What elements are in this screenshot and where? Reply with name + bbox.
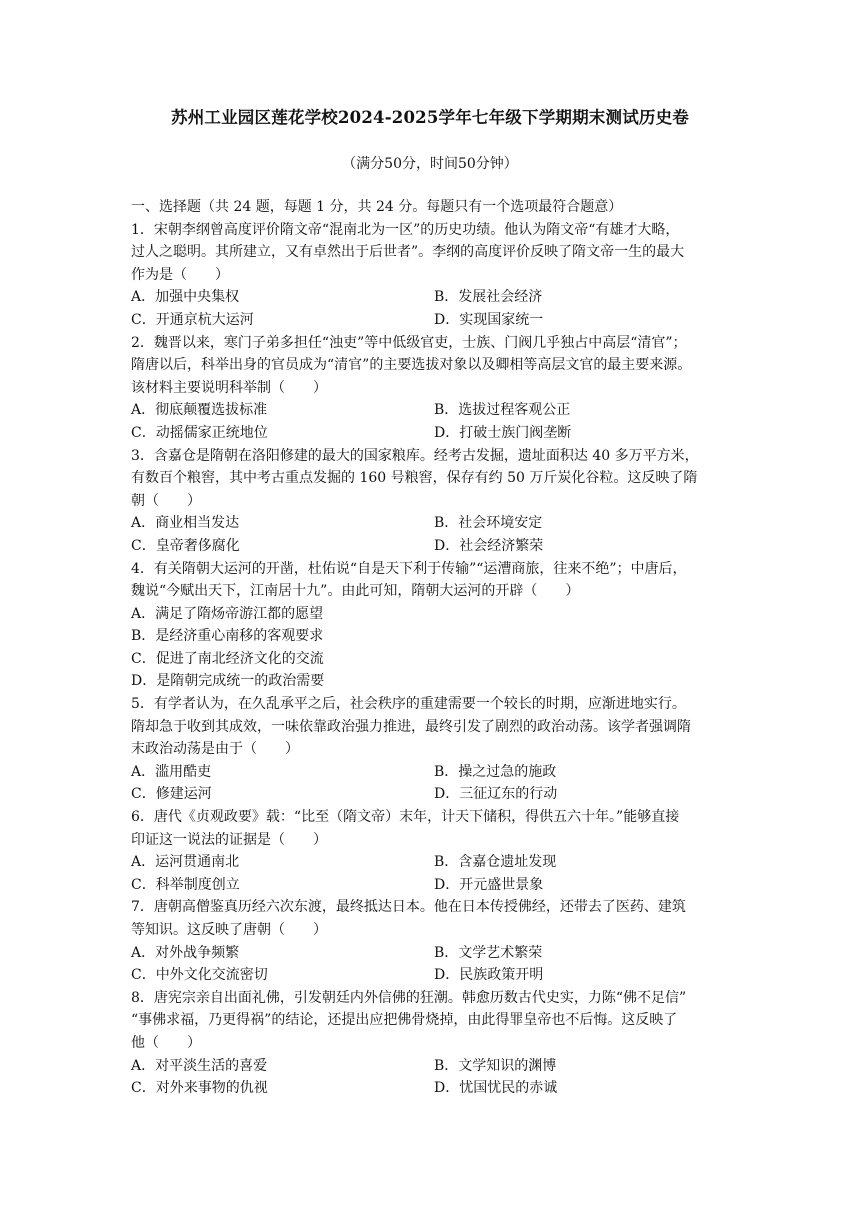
question-stem-line: 过人之聪明。其所建立，又有卓然出于后世者”。李纲的高度评价反映了隋文帝一生的最大	[131, 244, 685, 261]
question-stem-line: 隋却急于收到其成效，一味依靠政治强力推进，最终引发了剧烈的政治动荡。该学者强调隋	[131, 718, 691, 735]
option-row	[131, 309, 737, 332]
option-row	[131, 535, 737, 558]
question-list	[131, 219, 737, 1100]
option-row	[131, 851, 737, 874]
option-b: B．选拔过程客观公正	[434, 402, 571, 419]
question-3	[131, 445, 737, 558]
question-7	[131, 896, 737, 986]
question-stem-line: 隋唐以后，科举出身的官员成为“清官”的主要选拔对象以及卿相等高层文官的最主要来源。	[131, 357, 692, 374]
option-c: C．中外文化交流密切	[131, 967, 268, 984]
option-d: D．打破士族门阀垄断	[434, 424, 572, 441]
option-d: D．民族政策开明	[434, 967, 544, 984]
question-stem-line: 魏说“今赋出天下，江南居十九”。由此可知，隋朝大运河的开辟（ ）	[131, 583, 580, 600]
option-row	[131, 512, 737, 535]
option-row	[131, 761, 737, 784]
question-stem-line: 6．唐代《贞观政要》载：“比至（隋文帝）末年，计天下储积，得供五六十年。”能够直接	[131, 809, 680, 826]
option-d: D．是隋朝完成统一的政治需要	[131, 673, 325, 690]
option-c: C．促进了南北经济文化的交流	[131, 650, 324, 667]
option-row	[131, 874, 737, 897]
option-b: B．操之过急的施政	[434, 763, 557, 780]
question-stem-line: 等知识。这反映了唐朝（ ）	[131, 922, 327, 938]
question-stem-line: 作为是（ ）	[131, 266, 229, 283]
option-row	[131, 422, 737, 445]
question-stem-line: 他（ ）	[131, 1034, 201, 1051]
option-row	[131, 783, 737, 806]
option-b: B．含嘉仓遗址发现	[434, 854, 557, 871]
question-stem-line: 印证这一说法的证据是（ ）	[131, 831, 327, 848]
question-2	[131, 332, 737, 445]
option-a: A．加强中央集权	[131, 289, 240, 306]
option-a: A．商业相当发达	[131, 515, 240, 532]
option-a: A．运河贯通南北	[131, 854, 240, 871]
exam-title: 苏州工业园区莲花学校2024-2025学年七年级下学期期末测试历史卷	[171, 108, 689, 127]
question-1	[131, 219, 737, 332]
option-d: D．实现国家统一	[434, 311, 544, 328]
question-stem-line: 1．宋朝李纲曾高度评价隋文帝“混南北为一区”的历史功绩。他认为隋文帝“有雄才大略，	[131, 221, 680, 238]
option-d: D．三征辽东的行动	[434, 786, 558, 803]
option-row	[131, 964, 737, 987]
question-stem-line: 2．魏晋以来，寒门子弟多担任“浊吏”等中低级官吏，士族、门阀几乎独占中高层“清官”；	[131, 334, 687, 351]
option-c: C．科举制度创立	[131, 876, 240, 893]
option-d: D．忧国忧民的赤诚	[434, 1080, 558, 1097]
option-d: D．开元盛世景象	[434, 876, 544, 893]
option-a: A．滥用酷吏	[131, 763, 212, 780]
option-row	[131, 399, 737, 422]
option-a: A．对平淡生活的喜爱	[131, 1057, 268, 1074]
option-b: B．文学知识的渊博	[434, 1057, 557, 1074]
option-b: B．发展社会经济	[434, 289, 543, 306]
option-row	[131, 1077, 737, 1100]
option-c: C．修建运河	[131, 786, 212, 803]
option-c: C．开通京杭大运河	[131, 311, 254, 328]
option-b: B．是经济重心南移的客观要求	[131, 628, 324, 645]
option-b: B．社会环境安定	[434, 515, 543, 532]
question-5	[131, 693, 737, 806]
question-stem-line: “事佛求福，乃更得祸”的结论，还提出应把佛骨烧掉，由此得罪皇帝也不后悔。这反映了	[131, 1012, 678, 1029]
section-heading: 一、选择题（共 24 题，每题 1 分，共 24 分。每题只有一个选项最符合题意）	[131, 199, 623, 215]
question-stem-line: 该材料主要说明科举制（ ）	[131, 379, 327, 396]
question-stem-line: 有数百个粮窖，其中考古重点发掘的 160 号粮窖，保存有约 50 万斤炭化谷粒。这反映了隋	[131, 470, 698, 487]
exam-subtitle: （满分50分，时间50分钟）	[342, 156, 518, 172]
option-d: D．社会经济繁荣	[434, 537, 544, 554]
option-row	[131, 1055, 737, 1078]
question-stem-line: 末政治动荡是由于（ ）	[131, 741, 299, 758]
option-a: A．满足了隋炀帝游江都的愿望	[131, 605, 324, 622]
question-stem-line: 3．含嘉仓是隋朝在洛阳修建的最大的国家粮库。经考古发掘，遗址面积达 40 多万平方米，	[131, 447, 699, 464]
option-a: A．对外战争频繁	[131, 944, 240, 961]
option-c: C．对外来事物的仇视	[131, 1080, 268, 1097]
question-6	[131, 806, 737, 896]
option-c: C．皇帝奢侈腐化	[131, 537, 240, 554]
option-b: B．文学艺术繁荣	[434, 944, 543, 961]
question-8	[131, 987, 737, 1100]
option-c: C．动摇儒家正统地位	[131, 424, 268, 441]
question-stem-line: 5．有学者认为，在久乱承平之后，社会秩序的重建需要一个较长的时期，应渐进地实行。	[131, 696, 686, 713]
exam-content	[131, 196, 737, 1100]
question-stem-line: 朝（ ）	[131, 492, 201, 509]
question-stem-line: 7．唐朝高僧鉴真历经六次东渡，最终抵达日本。他在日本传授佛经，还带去了医药、建筑	[131, 899, 686, 916]
option-row	[131, 286, 737, 309]
question-4	[131, 558, 737, 694]
question-stem-line: 4．有关隋朝大运河的开凿，杜佑说“自是天下利于传输”“运漕商旅，往来不绝”；中唐后，	[131, 560, 687, 577]
question-stem-line: 8．唐宪宗亲自出面礼佛，引发朝廷内外信佛的狂潮。韩愈历数古代史实，力陈“佛不足信”	[131, 989, 687, 1006]
option-row	[131, 942, 737, 965]
option-a: A．彻底颠覆选拔标准	[131, 402, 268, 419]
